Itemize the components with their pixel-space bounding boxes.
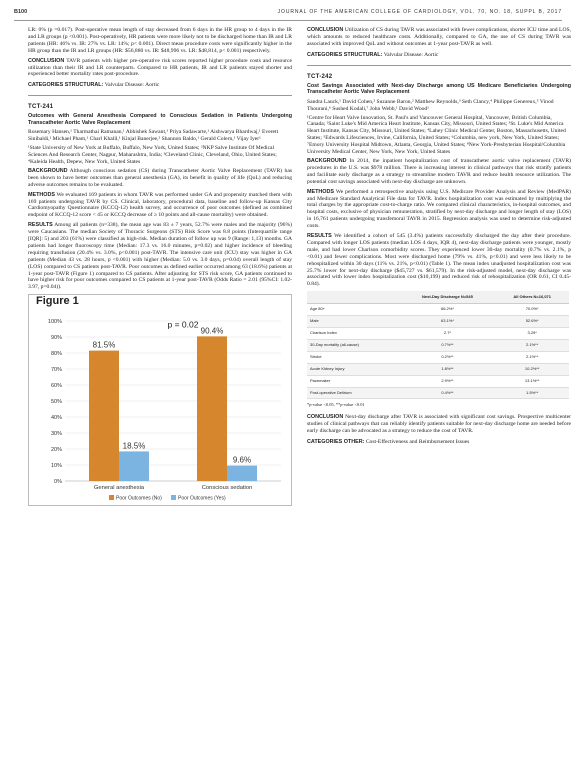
legend-label: Poor Outcomes (No): [116, 495, 162, 502]
abstract-title: Outcomes with General Anesthesia Compared to Conscious Sedation in Patients Undergoing Transcatheter Aortic Valve Replacement: [28, 113, 292, 126]
results-text: Among all patients (n=338), the mean age was 83 ± 7 years, 52.7% were males and the majority (96%) were Caucasians. The median Society of Thoracic Surgeons (STS) Risk Score was 8.8 points (Interquartile range [IQR]: 5) and 203 (61%) were classified as high-risk. Median duration of follow up was 9 (Range: 1,13) months. GA patients had longer fluoroscopy time (Median: 17.3 vs. 16.0 minutes, p=0.02) and higher incidence of bleeding requiring transfusion (20.4% vs. 3.0%, p<0.001) post-TAVR. The intensive care unit (ICU) stay was higher in GA patients (Median 43 vs. 28 hours, p <0.001) with higher (Median: 5.0 vs. 3.0 days, p=0.04) overall length of stay (LOS) compared to CS patients post-TAVR. Poor outcomes as defined earlier occurred among 63 (18.6%) patients at 1-year post-TAVR (Figure 1) compared to CS patients. After adjusting for STS risk score, GA patients continued to have higher risk for poor outcomes compared to CS patients at 1-year post-TAVR (Odds Ratio = 2.01 (95%CI: 1.02-3.97, p=0.04)).: [28, 222, 292, 291]
category-label: General anesthesia: [93, 485, 145, 492]
cell-value: 2.9%**: [400, 375, 496, 387]
table-row: [307, 363, 569, 375]
table-header-row: [307, 291, 569, 303]
cell-value: 0.4%**: [400, 387, 496, 399]
conclusion-paragraph: [28, 58, 292, 79]
table-1: [307, 291, 569, 399]
conclusion-label: CONCLUSION: [307, 414, 344, 421]
background-text: Although conscious sedation (CS) during Transcatheter Aortic Valve Replacement (TAVR) has been shown to have better outcomes than general anesthesia (GA), its benefit in quality of life (QoL) and reducing adverse outcomes remains to be evaluated.: [28, 167, 292, 188]
table-header-cell: Next-Day Discharge N=545: [400, 291, 496, 303]
results-paragraph: [307, 233, 571, 288]
cell-value: 3.29*: [495, 328, 569, 340]
header-rule: [14, 20, 562, 21]
data-label: 81.5%: [92, 340, 116, 350]
figure-title: Figure 1: [36, 295, 79, 308]
y-tick-label: 10%: [50, 463, 62, 470]
methods-label: METHODS: [28, 191, 55, 198]
legend-label: Poor Outcomes (Yes): [178, 495, 226, 502]
right-column: [307, 27, 571, 452]
data-label: 90.4%: [200, 326, 224, 336]
row-label: Age 80+: [307, 304, 400, 316]
categories-value: Valvular Disease: Aortic: [383, 51, 439, 58]
author-list: Rosemary Hansen,¹ Tharmathai Ramanan,¹ Abhishek Sawant,¹ Priya Sadawarte,¹ Aishwarya Bhardwaj,¹ Everett Sinibaldi,¹ Michael Pham,¹ Charl Khalil,¹ Kinjal Banerjee,² Shannon Baldo,¹ Gerald Colern,¹ Vijay Iyer¹: [28, 129, 279, 143]
cell-value: 13.1%**: [495, 375, 569, 387]
y-tick-label: 70%: [50, 367, 62, 374]
methods-label: METHODS: [307, 188, 334, 195]
cell-value: 1.5%**: [495, 387, 569, 399]
abstract-title: Cost Savings Associated with Next-day Discharge among US Medicare Beneficiaries Undergoing Transcatheter Aortic Valve Replacement: [307, 82, 571, 96]
background-paragraph: [28, 168, 292, 189]
y-tick-label: 100%: [47, 319, 62, 326]
bar: [119, 452, 149, 482]
cell-value: 63.1%*: [400, 316, 496, 328]
table-row: [307, 304, 569, 316]
row-label: Male: [307, 316, 400, 328]
results-text: We identified a cohort of 545 (3.4%) patients successfully discharged the day after their procedure. Compared with longer LOS patients (median LOS 4 days, IQR 4), next-day discharge patients were younger, mostly male, and had lower Charlson comorbidity scores. They experienced lower 30-day mortality (0.7% vs. 2.1%, p <0.01) and fewer complications. Most were discharged home (79% vs. 41%, p<0.01) and were less likely to be rehospitalized within 30 days (11% vs. 21%, p<0.01) (Table 1). The mean index unadjusted hospitalization cost was 25.7% lower for next-day discharge ($45,727 vs. $61,579). In the risk-adjusted model, next-day discharge was associated with lower index hospitalization cost ($10,199) and reduced risk of rehospitalization (OR 0.61, CI 0.45-0.84).: [307, 233, 571, 288]
p-value-annotation: p = 0.02: [167, 319, 199, 330]
categories-label: CATEGORIES STRUCTURAL:: [28, 82, 104, 89]
conclusion-text: Next-day discharge after TAVR is associated with significant cost savings. Prospective multicenter studies of clinical pathways that can reliably identify patients suitable for next-day discharge home are needed before early discharge can be advocated as a strategy to reduce the cost of TAVR.: [307, 414, 572, 435]
table-footnote: *p-value <0.05, **p-value <0.01: [307, 402, 365, 408]
methods-paragraph: [307, 189, 571, 230]
category-label: Conscious sedation: [201, 485, 253, 492]
data-label: 18.5%: [122, 441, 146, 451]
categories-label: CATEGORIES OTHER:: [307, 439, 365, 446]
conclusion-paragraph: [307, 27, 571, 48]
abstract-id: TCT-242: [307, 73, 333, 80]
y-tick-label: 60%: [50, 383, 62, 390]
y-tick-label: 80%: [50, 351, 62, 358]
journal-citation: JOURNAL OF THE AMERICAN COLLEGE OF CARDIOLOGY, VOL. 70, NO. 18, SUPPL B, 2017: [277, 9, 562, 15]
background-label: BACKGROUND: [28, 167, 68, 174]
cell-value: 66.2%*: [400, 304, 496, 316]
categories-value: Valvular Disease: Aortic: [104, 82, 160, 89]
table-row: [307, 387, 569, 399]
results-label: RESULTS: [28, 222, 53, 229]
bar: [227, 466, 257, 481]
cell-value: 52.6%*: [495, 316, 569, 328]
bar-chart: [29, 295, 291, 505]
row-label: Post-operative Delirium: [307, 387, 400, 399]
y-tick-label: 50%: [50, 399, 62, 406]
bar: [197, 337, 227, 482]
bar: [89, 351, 119, 481]
categories-line: [307, 439, 571, 446]
abstract-separator: [307, 65, 571, 66]
cell-value: 0.2%**: [400, 351, 496, 363]
methods-text: We performed a retrospective analysis using U.S. Medicare Provider Analysis and Review (MedPAR) and Medicare Standard Analytical File data for TAVR. Index hospitalization cost was estimated by multiplying the total charges by the appropriate cost-to-charge ratio. We compared clinical characteristics, in-hospital outcomes, and hospital costs, exclusive of physician remuneration, stratified by next-day discharge and longer length of stay (LOS) in 16,761 patients undergoing transfemoral TAVR in 2015. Regression analysis was used to determine risk-adjusted costs.: [307, 188, 571, 230]
data-label: 9.6%: [232, 455, 252, 465]
background-label: BACKGROUND: [307, 157, 347, 164]
legend-swatch: [109, 495, 114, 500]
figure-1: [28, 294, 292, 506]
table-row: [307, 339, 569, 351]
author-list: Sandra Lauck,¹ David Cohen,² Suzanne Baron,² Matthew Reynolds,³ Seth Clancy,⁴ Philippe Genereux,⁵ Vinod Thourani,⁶ Sushed Kodali,⁷ John Webb,¹ David Wood¹: [307, 98, 554, 112]
row-label: Charlson Index: [307, 328, 400, 340]
cell-value: 2.1%**: [495, 339, 569, 351]
table-row: [307, 316, 569, 328]
cell-value: 1.8%**: [400, 363, 496, 375]
cell-value: 2.1%**: [495, 351, 569, 363]
cell-value: 2.7*: [400, 328, 496, 340]
cell-value: 70.0%*: [495, 304, 569, 316]
table-row: [307, 351, 569, 363]
categories-line: [28, 82, 292, 89]
left-column: [28, 27, 292, 506]
y-tick-label: 90%: [50, 335, 62, 342]
abstract-id: TCT-241: [28, 104, 54, 111]
y-tick-label: 40%: [50, 415, 62, 422]
conclusion-paragraph: [307, 414, 571, 435]
y-tick-label: 20%: [50, 447, 62, 454]
row-label: Stroke: [307, 351, 400, 363]
running-header: [14, 9, 562, 18]
page-number: B100: [14, 9, 28, 15]
categories-line: [307, 52, 571, 59]
row-label: Acute Kidney Injury: [307, 363, 400, 375]
methods-paragraph: [28, 192, 292, 220]
table-row: [307, 375, 569, 387]
table-row: [307, 328, 569, 340]
cell-value: 0.7%**: [400, 339, 496, 351]
abstract-separator: [28, 95, 292, 96]
continued-results-text: LR: 0% (p =0.017). Post-operative mean length of stay decreased from 6 days in the HR group to 4 days in the IR and LR groups (p <0.001). Post-operatively, HR patients were more likely not to be discharged home than IR and LR patients (HR: 46% vs. IR: 27% vs. LR: 14%; p< 0.001). Direct mean procedure costs were significantly higher in the HR group than the IR and LR groups (HR: $56,880 vs. IR: $48,996 vs. LR: $48,814, p< 0.001) respectively.: [28, 27, 292, 54]
background-paragraph: [307, 158, 571, 186]
table-header-cell: [307, 291, 400, 303]
results-label: RESULTS: [307, 233, 332, 240]
row-label: 30-Day mortality (all-cause): [307, 339, 400, 351]
categories-value: Cost-Effectiveness and Reimbursement Issues: [365, 439, 470, 446]
background-text: In 2014, the inpatient hospitalization cost of transcatheter aortic valve replacement (TAVR) procedures in the U.S. was $978 million. There is increasing interest in clinical pathways that risk stratify patients and facilitate early discharge as a strategy to streamline modern TAVR and reduce health resource utilization. The potential cost savings associated with next-day discharge are unknown.: [307, 157, 572, 185]
cell-value: 10.2%**: [495, 363, 569, 375]
conclusion-text: TAVR patients with higher pre-operative risk scores reported higher procedure costs and resource utilization than their IR and LR counterparts. Compared to HR patients, IR and LR patients stayed shorter and experienced better mortality rates post-procedure.: [28, 57, 292, 78]
affiliations: ¹State University of New York at Buffalo, Buffalo, New York, United States; ²NKP Salve Institute Of Medical Sciences And Research Center, Nagpur, Maharashtra, India; ³Cleveland Clinic, Cleveland, Ohio, United States; ⁴Kaleida Health, Depew, New York, United States: [28, 145, 277, 165]
conclusion-text: Utilization of CS during TAVR was associated with fewer complications, shorter ICU time and LOS, which amounts to reduced healthcare costs. Additionally, compared to GA, the use of CS during TAVR was associated with improved QoL and without outcomes at 1-year post-TAVR as well.: [307, 27, 571, 47]
affiliations: ¹Centre for Heart Valve Innovation, St. Paul's and Vancouver General Hospital, Vancouver, British Columbia, Canada; ²Saint Luke's Mid America Heart Institute, Kansas City, Missouri, United States; ³St. Luke's Mid America Heart Institute, Kansas City, Missouri, United States; ⁴Lahey Clinic Medical Center, Boston, Massachusetts, United States; ⁵Edwards Lifesciences, Irvine, California, United States; ⁶Columbia, new york, New York, United States; ⁷Emory University Hospital Midtown, Atlanta, Georgia, United States; ⁸New York-Presbyterian Hospital/Columbia University Medical Center, New York, New York, United States: [307, 114, 566, 156]
y-tick-label: 0%: [54, 479, 62, 486]
categories-label: CATEGORIES STRUCTURAL:: [307, 51, 383, 58]
results-paragraph: [28, 222, 292, 291]
table-header-cell: All Others N=16,071: [495, 291, 569, 303]
row-label: Pacemaker: [307, 375, 400, 387]
methods-text: We evaluated 169 patients in whom TAVR was performed under GA and propensity matched them with 169 patients undergoing TAVR by CS. Clinical, laboratory, procedural data, baseline and follow-up Kansas City Cardiomyopathy Questionnaire (KCCQ-12) health survey, and occurrence of poor outcomes (defined as combined endpoint of KCCQ-12 score < 45 or KCCQ decrease of ≥ 10 points and all-cause mortality) were obtained.: [28, 191, 292, 219]
conclusion-label: CONCLUSION: [307, 27, 344, 33]
legend-swatch: [171, 495, 176, 500]
conclusion-label: CONCLUSION: [28, 57, 65, 64]
y-tick-label: 30%: [50, 431, 62, 438]
